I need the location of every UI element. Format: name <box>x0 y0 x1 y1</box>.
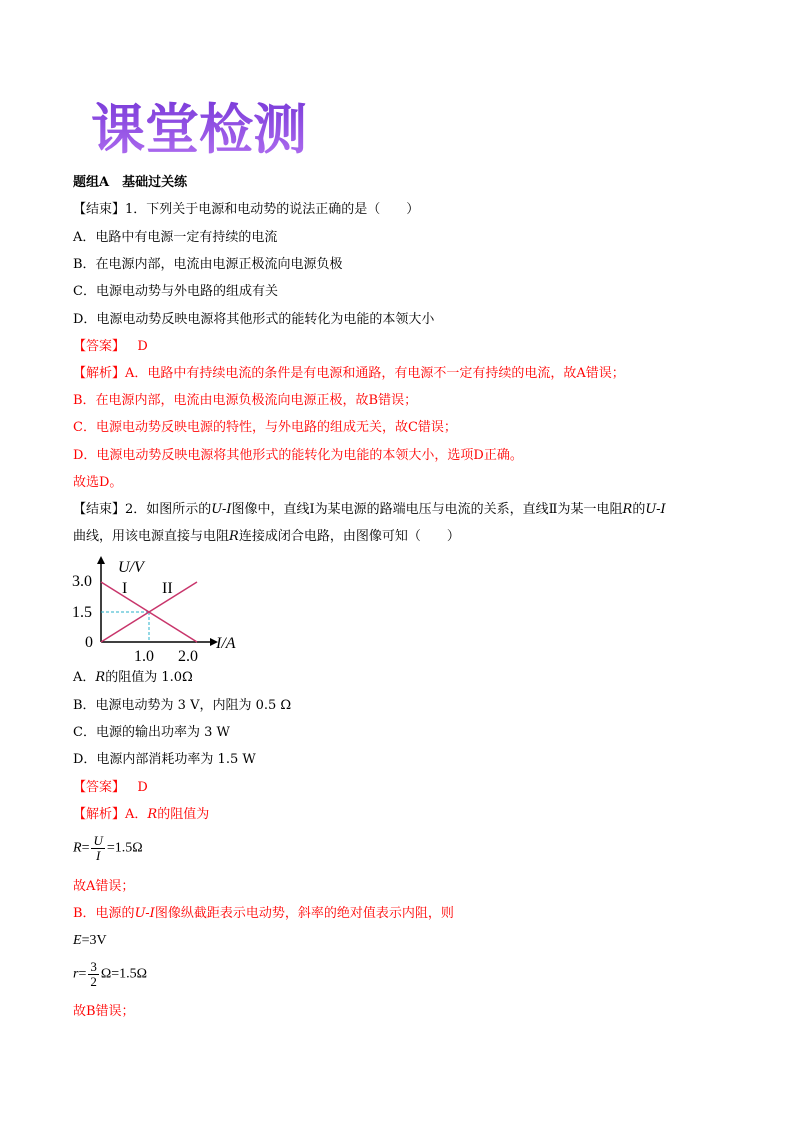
q2-stem-line2 <box>73 528 460 546</box>
fraction-numerator: U <box>93 833 103 848</box>
q1-option-b: B．在电源内部，电流由电源正极流向电源负极 <box>73 257 343 272</box>
eq-sign: = <box>78 966 87 982</box>
line-II-label: II <box>162 580 173 597</box>
y-axis-arrow <box>97 556 105 564</box>
q2-stem-text: 连接成闭合电路，由图像可知（ ） <box>238 529 460 544</box>
fraction-numerator: 3 <box>90 959 97 974</box>
q1-analysis-b: B．在电源内部，电流由电源负极流向电源正极，故B错误； <box>73 393 418 408</box>
q2-option-text: A． <box>73 670 96 685</box>
q2-analysis-r-term: R <box>147 807 158 822</box>
group-title: 题组A 基础过关练 <box>73 175 188 190</box>
q2-conclusion-a: 故A错误； <box>73 879 135 894</box>
q2-option-c: C．电源的输出功率为 3 W <box>73 725 230 740</box>
q1-analysis-a: 【解析】A．电路中有持续电流的条件是有电源和通路，有电源不一定有持续的电流，故A错误； <box>73 366 625 381</box>
q2-stem-text: 图像中，直线Ⅰ为某电源的路端电压与电流的关系，直线Ⅱ为某一电阻 <box>231 502 623 517</box>
eq-result: =1.5Ω <box>106 840 143 856</box>
q1-option-c: C．电源电动势与外电路的组成有关 <box>73 284 278 299</box>
q1-conclusion: 故选D。 <box>73 475 123 490</box>
q2-analysis-b <box>73 905 454 923</box>
eq-result: =3V <box>81 933 107 948</box>
eq-symbol: r <box>73 966 79 982</box>
x-axis-label: I/A <box>216 635 236 652</box>
fraction-denominator: 2 <box>90 974 97 989</box>
q2-stem-ui-term: U-I <box>211 502 232 517</box>
q2-analysis-text: 的阻值为 <box>157 807 210 822</box>
q2-option-d: D．电源内部消耗功率为 1.5 W <box>73 752 256 767</box>
q2-stem-r-term: R <box>622 502 633 517</box>
q2-option-text: 的阻值为 1.0Ω <box>105 670 193 685</box>
q2-stem-text: 【结束】2．如图所示的 <box>73 502 212 517</box>
q2-analysis-text: 图像纵截距表示电动势，斜率的绝对值表示内阻，则 <box>154 906 454 921</box>
equation-resistance <box>73 834 143 863</box>
q2-conclusion-b: 故B错误； <box>73 1004 135 1019</box>
ui-graph <box>68 554 258 666</box>
y-tick-1-5: 1.5 <box>72 604 92 621</box>
q2-option-b: B．电源电动势为 3 V，内阻为 0.5 Ω <box>73 698 292 713</box>
q2-stem-ui-term: U-I <box>645 502 666 517</box>
q1-option-a: A．电路中有电源一定有持续的电流 <box>73 230 278 245</box>
q1-analysis-c: C．电源电动势反映电源的特性，与外电路的组成无关，故C错误； <box>73 420 457 435</box>
eq-result: Ω=1.5Ω <box>100 966 148 982</box>
lesson-banner <box>71 96 327 160</box>
q2-answer <box>73 779 148 797</box>
y-axis-label: U/V <box>118 559 144 576</box>
eq-sign: = <box>81 840 90 856</box>
q2-option-r-term: R <box>95 670 106 685</box>
q2-stem-text: 的 <box>632 502 646 517</box>
y-tick-0: 0 <box>85 634 93 651</box>
fraction-three-halves <box>88 960 99 989</box>
equation-internal-resistance <box>73 960 147 989</box>
x-tick-1: 1.0 <box>134 648 154 665</box>
q1-analysis-d: D．电源电动势反映电源将其他形式的能转化为电能的本领大小，选项D正确。 <box>73 448 523 463</box>
q2-stem-r-term: R <box>229 529 239 544</box>
q1-answer <box>73 338 148 356</box>
q1-option-d: D．电源电动势反映电源将其他形式的能转化为电能的本领大小 <box>73 312 435 327</box>
fraction-u-over-i <box>91 834 104 863</box>
banner-title: 课堂检测 <box>91 98 307 160</box>
eq-symbol: E <box>73 933 82 948</box>
eq-symbol: R <box>73 840 82 856</box>
q2-analysis-text: 【解析】A． <box>73 807 148 822</box>
y-tick-3: 3.0 <box>72 573 92 590</box>
line-I-label: I <box>122 580 128 597</box>
q2-analysis-text: B．电源的 <box>73 906 135 921</box>
q2-stem-line1 <box>73 501 666 519</box>
fraction-denominator: I <box>95 848 101 863</box>
x-tick-2: 2.0 <box>178 648 198 665</box>
q2-answer-label: 【答案】 <box>73 780 126 795</box>
q2-analysis-ui-term: U-I <box>134 906 155 921</box>
q1-answer-value: D <box>137 339 148 354</box>
equation-emf <box>73 932 107 950</box>
q2-stem-text: 曲线，用该电源直接与电阻 <box>73 529 230 544</box>
q2-option-a <box>73 669 193 687</box>
q2-analysis-a <box>73 806 209 824</box>
q1-answer-label: 【答案】 <box>73 339 126 354</box>
q1-stem: 【结束】1．下列关于电源和电动势的说法正确的是（ ） <box>73 202 420 217</box>
q2-answer-value: D <box>137 780 148 795</box>
